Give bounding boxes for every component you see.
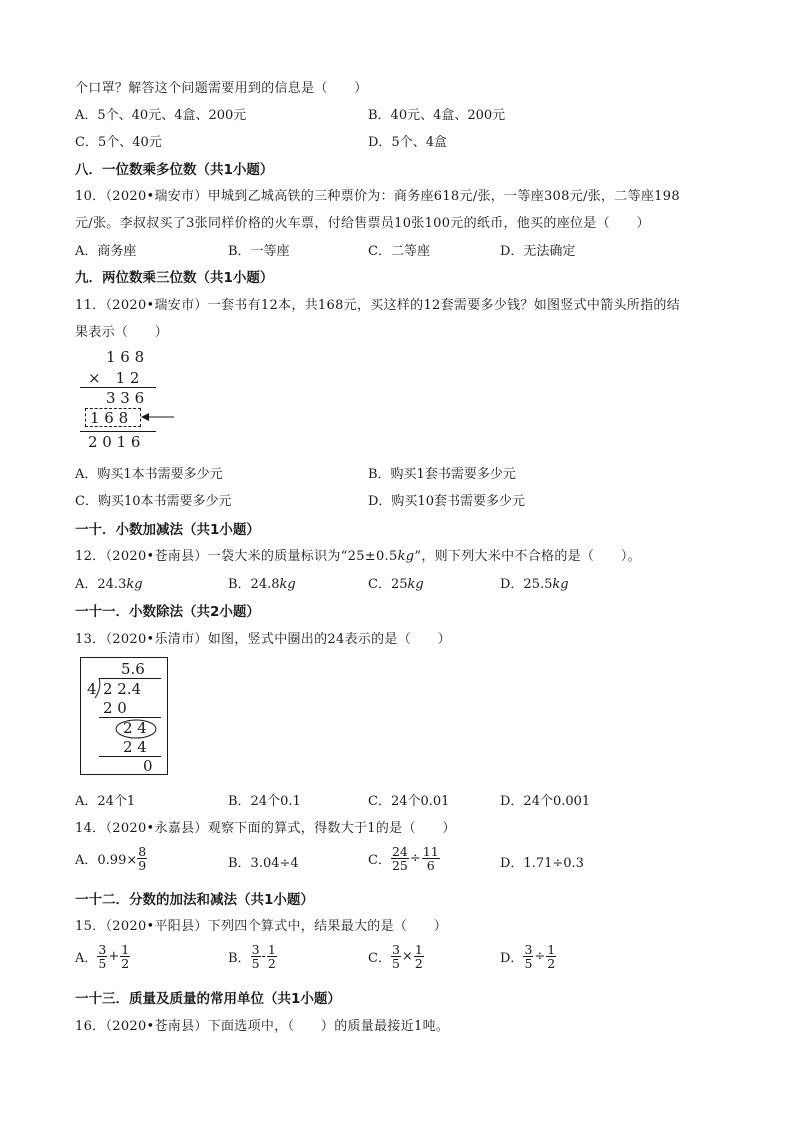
q12-option-c-value: C．25: [368, 577, 408, 592]
fraction-numerator: 1: [121, 942, 130, 957]
q12-option-c: [368, 573, 424, 592]
fraction-numerator: 24: [391, 844, 408, 859]
div-row-3: 2 4: [123, 738, 147, 756]
q10-option-d: D．无法确定: [500, 244, 576, 259]
q12-option-b-unit: kg: [279, 577, 296, 592]
q12-option-a-unit: kg: [126, 577, 143, 592]
fraction-numerator: 3: [391, 942, 400, 957]
calc-row-partial-1: 3 3 6: [106, 389, 145, 407]
calc-rule-1: [80, 387, 156, 388]
q12-option-b-value: B．24.8: [228, 577, 280, 592]
q12-option-a-value: A．24.3: [75, 577, 127, 592]
fraction-numerator: 3: [98, 942, 107, 957]
q11-multiplication-figure: [78, 348, 178, 456]
fraction-numerator: 11: [422, 844, 439, 859]
fraction-denominator: 5: [98, 956, 107, 971]
fraction-denominator: 5: [251, 956, 260, 971]
q14-option-a: [75, 845, 147, 872]
div-divisor: 4: [87, 680, 97, 698]
q12-option-b: [228, 573, 296, 592]
calc-row-multiplicand: 1 6 8: [106, 348, 145, 366]
section-title-12: 一十二．分数的加法和减法（共1小题）: [75, 892, 314, 908]
fraction: [97, 943, 107, 970]
q14-option-b: B．3.04÷4: [228, 856, 299, 871]
operator: ÷: [534, 949, 546, 964]
q13-option-b: B．24个0.1: [228, 794, 301, 809]
section-title-10: 一十．小数加减法（共1小题）: [75, 522, 260, 538]
q15-option-a-prefix: A．: [75, 951, 98, 966]
div-dividend: 2 2.4: [103, 680, 142, 698]
q10-option-b: B．一等座: [228, 244, 290, 259]
q12-stem: [75, 545, 641, 564]
operator: ÷: [409, 851, 421, 866]
fraction-numerator: 1: [547, 942, 556, 957]
q15-option-d-prefix: D．: [500, 951, 524, 966]
div-row-4: 0: [143, 757, 153, 775]
q14-option-d: D．1.71÷0.3: [500, 856, 584, 871]
q13-option-a: A．24个1: [75, 794, 136, 809]
q12-unit: kg: [397, 549, 415, 564]
div-row-1: 2 0: [103, 699, 127, 717]
q9-option-c: C．5个、40元: [75, 135, 162, 150]
q15-option-c-prefix: C．: [368, 951, 391, 966]
arrow-left-icon: [141, 411, 175, 423]
q12-option-d: [500, 573, 569, 592]
div-bar: [99, 678, 161, 679]
fraction-numerator: 3: [524, 942, 533, 957]
q11-option-d: D．购买10套书需要多少元: [368, 494, 525, 509]
q16-stem: 16．（2020•苍南县）下面选项中，（ ）的质量最接近1吨。: [75, 1019, 450, 1034]
q12-stem-part-b: ”，则下列大米中不合格的是（ ）。: [414, 549, 641, 564]
fraction-denominator: 5: [391, 956, 400, 971]
fraction: [422, 845, 440, 872]
operator: +: [108, 949, 120, 964]
fraction: [251, 943, 261, 970]
q13-option-c: C．24个0.01: [368, 794, 450, 809]
fraction-denominator: 2: [414, 956, 423, 971]
q14-option-c: [368, 845, 440, 872]
fraction-numerator: 3: [251, 942, 260, 957]
q11-line-2: 果表示（ ）: [75, 325, 169, 340]
q14-stem: 14．（2020•永嘉县）观察下面的算式，得数大于1的是（ ）: [75, 821, 456, 836]
fraction: [414, 943, 424, 970]
fraction: [391, 845, 409, 872]
operator: ×: [401, 949, 413, 964]
q11-option-a: A．购买1本书需要多少元: [75, 467, 223, 482]
q15-option-b: [228, 943, 277, 970]
q9-stem-tail: 个口罩？解答这个问题需要用到的信息是（ ）: [75, 81, 368, 96]
calc-row-multiplier: × 1 2: [88, 369, 140, 387]
q12-stem-part-a: 12．（2020•苍南县）一袋大米的质量标识为“25±0.5: [75, 549, 398, 564]
section-title-11: 一十一．小数除法（共2小题）: [75, 604, 260, 620]
fraction: [137, 845, 147, 872]
operator: -: [261, 949, 266, 964]
fraction-denominator: 2: [267, 956, 276, 971]
fraction-denominator: 25: [391, 858, 408, 873]
div-quotient: 5.6: [121, 660, 145, 678]
q15-stem: 15．（2020•平阳县）下列四个算式中，结果最大的是（ ）: [75, 919, 448, 934]
fraction-numerator: 8: [138, 844, 147, 859]
q10-option-a: A．商务座: [75, 244, 137, 259]
fraction-denominator: 2: [547, 956, 556, 971]
q15-option-c: [368, 943, 424, 970]
q12-option-a: [75, 573, 143, 592]
q12-option-d-unit: kg: [552, 577, 569, 592]
q14-option-c-prefix: C．: [368, 853, 391, 868]
q12-option-d-value: D．25.5: [500, 577, 553, 592]
q9-option-b: B．40元、4盒、200元: [368, 108, 506, 123]
q14-option-a-prefix: A．0.99×: [75, 853, 138, 868]
fraction: [546, 943, 556, 970]
q15-option-b-prefix: B．: [228, 951, 251, 966]
q15-option-d: [500, 943, 556, 970]
fraction: [523, 943, 533, 970]
section-title-9: 九．两位数乘三位数（共1小题）: [75, 270, 274, 286]
q15-option-a: [75, 943, 130, 970]
fraction: [391, 943, 401, 970]
calc-row-partial-2: 1 6 8: [90, 409, 129, 427]
calc-rule-2: [80, 431, 156, 432]
fraction-denominator: 2: [121, 956, 130, 971]
fraction-numerator: 1: [267, 942, 276, 957]
fraction-denominator: 6: [426, 858, 435, 873]
q10-line-2: 元/张。李叔叔买了3张同样价格的火车票，付给售票员10张100元的纸币，他买的座位是（ ）: [75, 216, 650, 231]
fraction-numerator: 1: [414, 942, 423, 957]
q10-option-c: C．二等座: [368, 244, 430, 259]
q9-option-a: A．5个、40元、4盒、200元: [75, 108, 247, 123]
fraction-denominator: 9: [138, 858, 147, 873]
calc-row-result: 2 0 1 6: [88, 433, 141, 451]
q13-stem: 13．（2020•乐清市）如图，竖式中圈出的24表示的是（ ）: [75, 632, 451, 647]
q9-option-d: D．5个、4盒: [368, 135, 447, 150]
fraction: [267, 943, 277, 970]
q11-line-1: 11．（2020•瑞安市）一套书有12本，共168元，买这样的12套需要多少钱？如图竖式中箭头所指的结: [75, 298, 680, 313]
q13-option-d: D．24个0.001: [500, 794, 591, 809]
q13-division-figure: [80, 657, 168, 775]
q12-option-c-unit: kg: [407, 577, 424, 592]
div-row-2: 2 4: [123, 719, 147, 737]
q11-option-b: B．购买1套书需要多少元: [368, 467, 516, 482]
fraction: [120, 943, 130, 970]
section-title-8: 八．一位数乘多位数（共1小题）: [75, 162, 274, 178]
fraction-denominator: 5: [524, 956, 533, 971]
q11-option-c: C．购买10本书需要多少元: [75, 494, 232, 509]
q10-line-1: 10．（2020•瑞安市）甲城到乙城高铁的三种票价为：商务座618元/张，一等座308元/张，二等座198: [75, 189, 680, 204]
section-title-13: 一十三．质量及质量的常用单位（共1小题）: [75, 991, 341, 1007]
